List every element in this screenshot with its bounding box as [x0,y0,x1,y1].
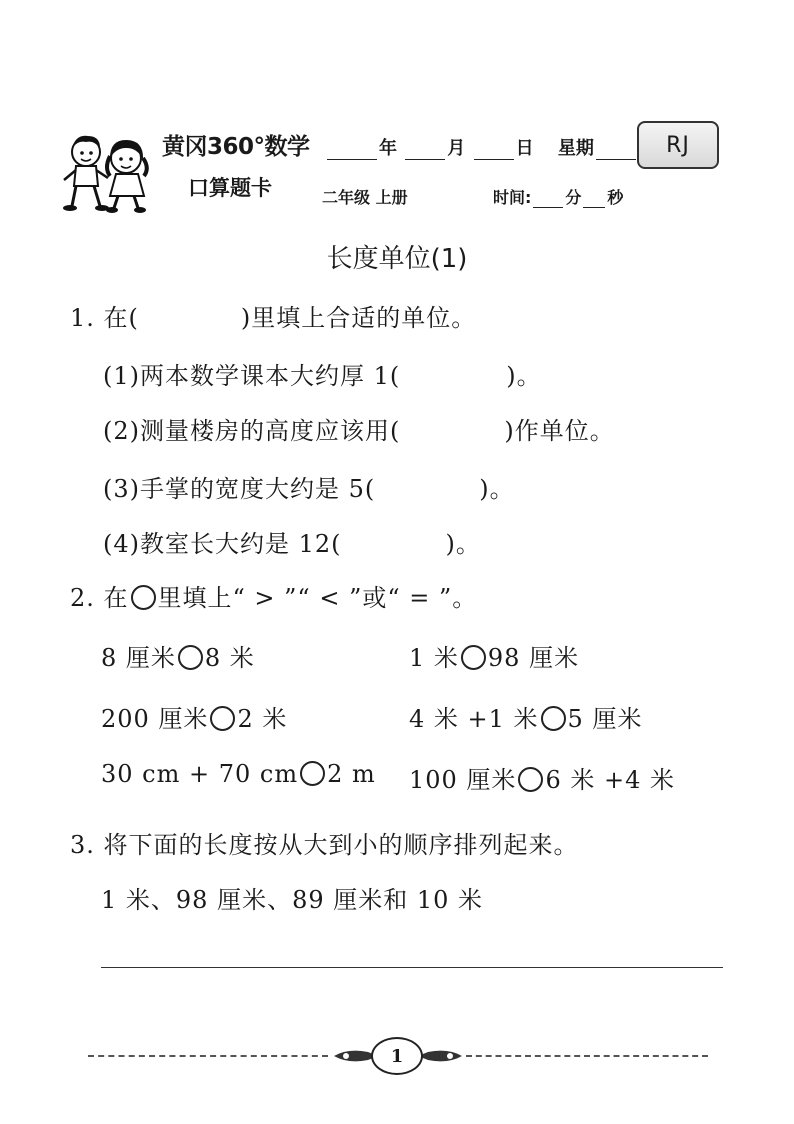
q1-prompt [70,298,476,333]
compare-item [409,760,675,795]
compare-circle[interactable] [461,645,486,670]
footer-divider-left [88,1055,328,1057]
weekday-label: 星期 [557,138,594,159]
cartoon-kids-logo [58,128,158,214]
compare-item [409,699,642,734]
compare-left: 200 厘米 [101,705,209,733]
compare-right: 2 m [327,760,376,788]
year-label: 年 [379,138,397,159]
second-label: 秒 [607,188,624,207]
compare-circle[interactable] [541,706,566,731]
compare-right: 5 厘米 [567,705,643,733]
compare-circle[interactable] [518,767,543,792]
q2-prompt-end: 里填上“ > ”“ < ”或“ = ”。 [157,584,478,612]
q2-prompt-start: 2. 在 [70,584,129,612]
card-title: 口算题卡 [188,176,272,200]
q1-item-end: )。 [506,362,542,390]
weekday-blank[interactable] [596,141,636,160]
q1-item-end: )。 [479,475,515,503]
page-number: 1 [371,1037,423,1075]
footer-divider-right [466,1055,708,1057]
brand-title: 黄冈360°数学 [162,134,310,160]
compare-circle[interactable] [210,706,235,731]
compare-right: 2 米 [237,705,288,733]
year-blank[interactable] [327,141,377,160]
q1-item-text: (2)测量楼房的高度应该用( [103,417,401,445]
q2-prompt [70,578,477,613]
compare-left: 4 米 +1 米 [409,705,539,733]
compare-right: 98 厘米 [487,644,580,672]
time-row [493,185,623,208]
second-blank[interactable] [583,189,605,208]
compare-left: 8 厘米 [101,644,176,672]
compare-circle[interactable] [300,761,325,786]
q1-item-end: )。 [445,530,481,558]
q1-item-text: (4)教室长大约是 12( [103,530,342,558]
day-label: 日 [515,138,534,159]
q1-item-end: )作单位。 [504,417,615,445]
compare-right: 6 米 +4 米 [545,766,675,794]
q3-prompt: 3. 将下面的长度按从大到小的顺序排列起来。 [70,831,579,859]
compare-left: 30 cm + 70 cm [101,760,299,788]
grade-label: 二年级 上册 [322,188,408,207]
compare-right: 8 米 [204,644,255,672]
compare-left: 100 厘米 [409,766,517,794]
month-label: 月 [447,138,466,159]
compare-item [101,699,287,734]
q1-prompt-start: 1. 在( [70,304,139,332]
circle-icon [131,585,156,610]
q1-item [103,356,542,391]
compare-circle[interactable] [178,645,203,670]
q3-items: 1 米、98 厘米、89 厘米和 10 米 [101,886,484,914]
compare-item [101,760,376,788]
compare-item [101,638,255,673]
compare-left: 1 米 [409,644,459,672]
page-title: 长度单位(1) [326,244,468,274]
q1-item [103,469,515,504]
month-blank[interactable] [405,141,445,160]
q1-item [103,411,615,446]
minute-label: 分 [565,188,582,207]
day-blank[interactable] [474,141,514,160]
time-label: 时间: [493,188,532,207]
q1-prompt-end: )里填上合适的单位。 [240,304,477,332]
answer-line[interactable] [101,967,723,968]
compare-item [409,638,579,673]
q1-item-text: (1)两本数学课本大约厚 1( [103,362,401,390]
minute-blank[interactable] [533,189,563,208]
q1-item-text: (3)手掌的宽度大约是 5( [103,475,376,503]
edition-badge: RJ [637,121,719,169]
q1-item [103,524,481,559]
date-row [325,134,638,160]
